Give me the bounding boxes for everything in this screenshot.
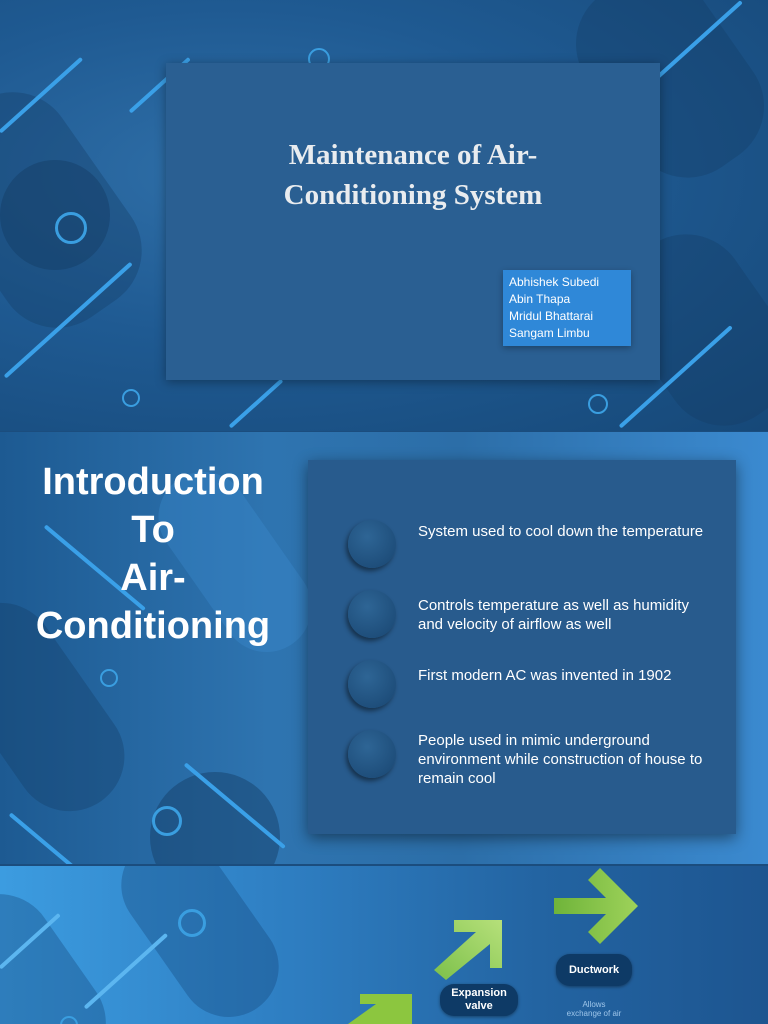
title-line: Introduction — [42, 461, 264, 503]
accent-line — [229, 379, 284, 429]
node-label: Expansion — [451, 987, 507, 999]
author-name: Mridul Bhattarai — [509, 309, 594, 323]
accent-line — [84, 933, 168, 1010]
decorative-ring — [152, 806, 182, 836]
title-line: Conditioning — [35, 605, 271, 647]
decorative-ring — [100, 669, 118, 687]
decorative-ring — [122, 389, 140, 407]
node-label: valve — [465, 1000, 493, 1012]
bullet-text: People used in mimic underground environment while construction of house to remain cool — [418, 732, 703, 787]
decorative-ring — [588, 394, 608, 414]
accent-line — [9, 812, 81, 864]
decorative-ring — [178, 909, 206, 937]
author-name: Abin Thapa — [509, 292, 571, 306]
ductwork-node: Ductwork — [556, 954, 632, 986]
decorative-ring — [55, 212, 87, 244]
background-shape — [102, 866, 299, 1024]
author-name: Abhishek Subedi — [509, 275, 600, 289]
author-name: Sangam Limbu — [509, 326, 590, 340]
presentation-title — [166, 135, 660, 215]
expansion-valve-node — [440, 984, 518, 1016]
title-slide — [0, 0, 768, 431]
ductwork-note — [556, 1000, 632, 1018]
background-circle — [0, 160, 110, 270]
bullet-text: First modern AC was invented in 1902 — [418, 667, 672, 684]
bullet-text: Controls temperature as well as humidity and velocity of airflow as well — [418, 597, 689, 633]
bullet-circle-icon — [348, 660, 396, 708]
components-slide — [0, 866, 768, 1024]
authors-box — [503, 270, 631, 346]
bullet-text: System used to cool down the temperature — [418, 523, 704, 540]
title-line: Conditioning System — [283, 179, 543, 211]
section-title — [18, 458, 288, 650]
bullet-circle-icon — [348, 520, 396, 568]
introduction-slide — [0, 432, 768, 864]
title-line: To — [131, 509, 175, 551]
note-text: Allows — [582, 1000, 606, 1009]
bullet-panel — [308, 460, 736, 834]
bullet-circle-icon — [348, 590, 396, 638]
bullet-circle-icon — [348, 730, 396, 778]
arrow-up-right-icon — [432, 918, 506, 980]
title-line: Maintenance of Air- — [288, 139, 538, 171]
arrow-up-right-icon — [346, 992, 416, 1024]
arrow-right-icon — [548, 866, 640, 948]
note-text: exchange of air — [566, 1009, 622, 1018]
title-line: Air- — [120, 557, 186, 599]
